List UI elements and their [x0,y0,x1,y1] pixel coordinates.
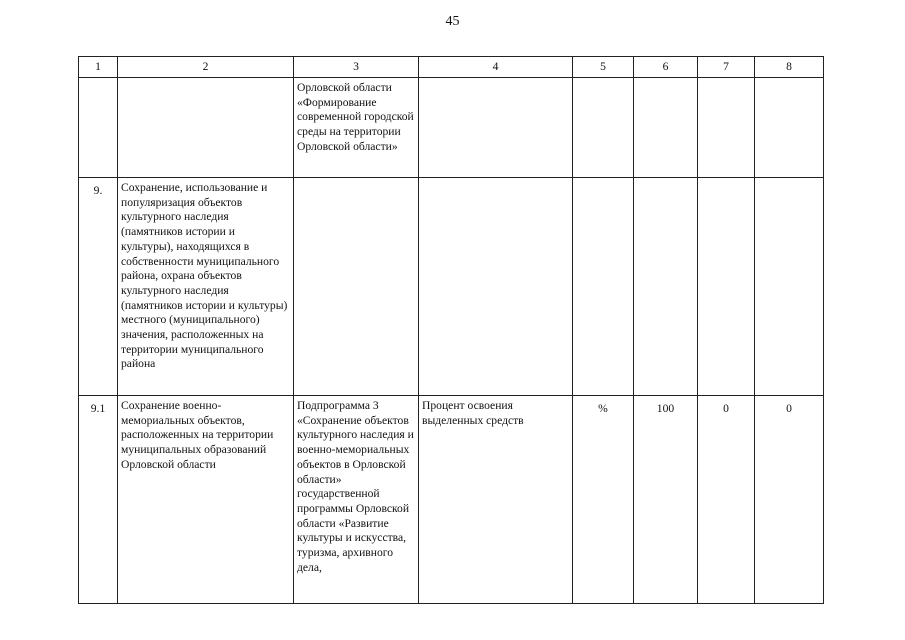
column-header-7: 7 [698,57,755,78]
row-number-cell: 9.1 [79,396,118,604]
value-cell-7 [698,78,755,178]
value-cell-8 [755,178,824,396]
value-cell-7: 0 [698,396,755,604]
unit-cell [573,78,634,178]
table-row [79,178,824,396]
column-header-4: 4 [419,57,573,78]
column-number-row [79,57,824,78]
value-cell-8 [755,78,824,178]
value-cell-6 [634,178,698,396]
column-header-2: 2 [118,57,294,78]
program-cell: Орловской области «Формирование современной городской среды на территории Орловской области» [294,78,419,178]
column-header-3: 3 [294,57,419,78]
column-header-8: 8 [755,57,824,78]
value-cell-7 [698,178,755,396]
measure-name-cell [118,78,294,178]
unit-cell: % [573,396,634,604]
indicator-cell [419,78,573,178]
measure-name-cell: Сохранение военно-мемориальных объектов, расположенных на территории муниципальных образований Орловской области [118,396,294,604]
indicator-cell [419,178,573,396]
measures-table [78,56,824,604]
value-cell-8: 0 [755,396,824,604]
page-number: 45 [445,14,460,29]
value-cell-6: 100 [634,396,698,604]
column-header-1: 1 [79,57,118,78]
column-header-6: 6 [634,57,698,78]
program-cell: Подпрограмма 3 «Сохранение объектов культурного наследия и военно-мемориальных объектов в Орловской области» государственной программы Орловской области «Развитие культуры и искусства, туризма, архивного дела, [294,396,419,604]
table-row [79,396,824,604]
value-cell-6 [634,78,698,178]
program-cell [294,178,419,396]
column-header-5: 5 [573,57,634,78]
table-row [79,78,824,178]
row-number-cell: 9. [79,178,118,396]
measure-name-cell: Сохранение, использование и популяризация объектов культурного наследия (памятников истории и культуры), находящихся в собственности муниципального района, охрана объектов культурного наследия (памятников истории и культуры) местного (муниципального) значения, расположенных на территории муниципального района [118,178,294,396]
unit-cell [573,178,634,396]
row-number-cell [79,78,118,178]
indicator-cell: Процент освоения выделенных средств [419,396,573,604]
